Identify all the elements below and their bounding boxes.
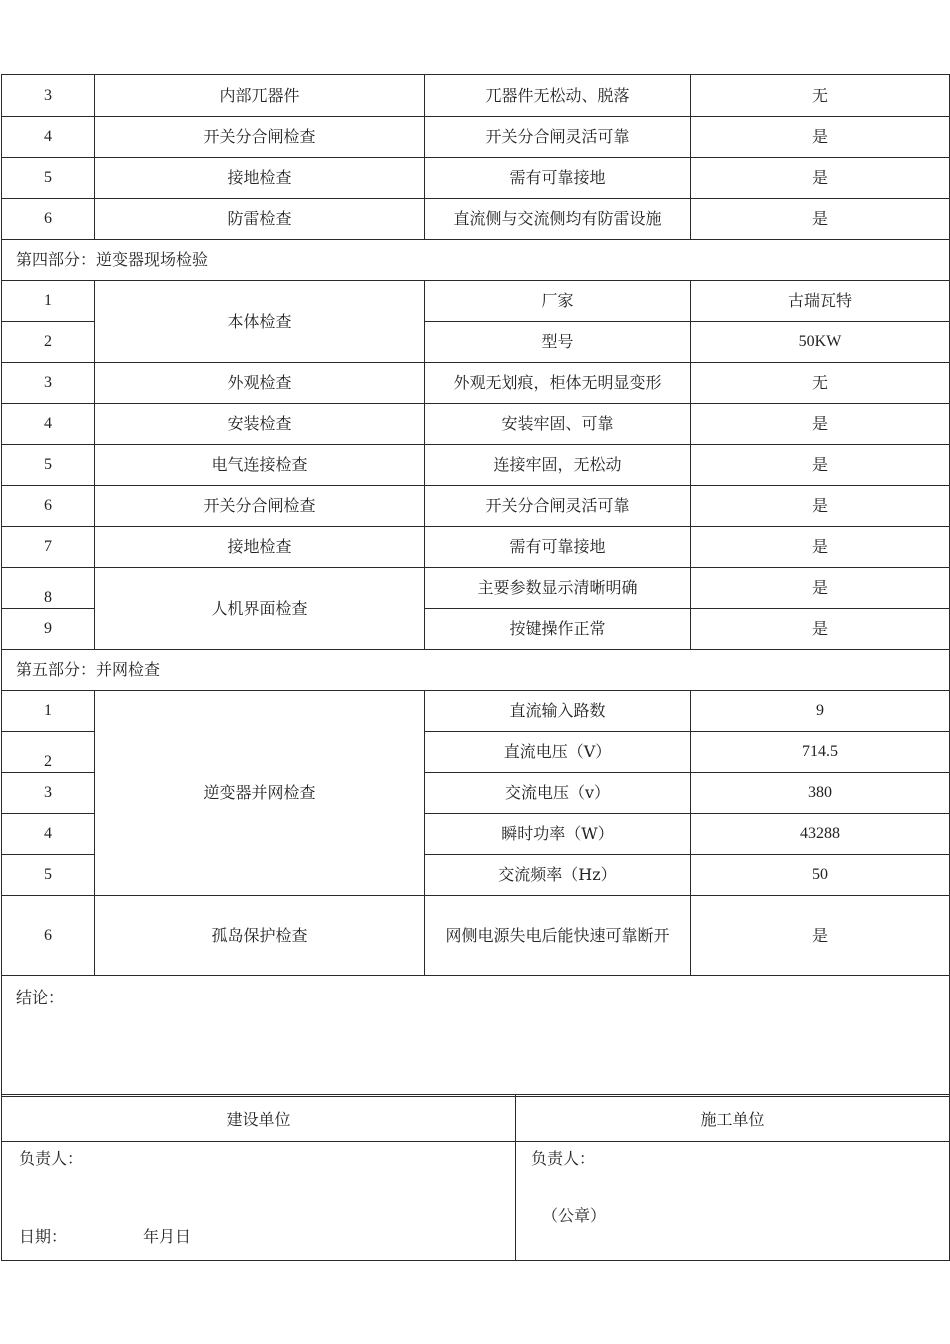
inspection-requirement: 按键操作正常 bbox=[425, 609, 691, 650]
inspection-result: 50 bbox=[691, 855, 950, 896]
inspection-item: 逆变器并网检查 bbox=[95, 691, 425, 896]
section-row bbox=[2, 650, 950, 691]
section-row bbox=[2, 240, 950, 281]
section-title-part5: 第五部分：并网检查 bbox=[2, 650, 950, 691]
inspection-requirement: 外观无划痕，柜体无明显变形 bbox=[425, 363, 691, 404]
inspection-result: 是 bbox=[691, 527, 950, 568]
inspection-requirement: 直流输入路数 bbox=[425, 691, 691, 732]
inspection-result: 714.5 bbox=[691, 732, 950, 773]
inspection-result: 古瑞瓦特 bbox=[691, 281, 950, 322]
conclusion-row bbox=[2, 976, 950, 1097]
row-number: 6 bbox=[2, 486, 95, 527]
signoff-header-row bbox=[2, 1095, 950, 1142]
section-title-part4: 第四部分：逆变器现场检验 bbox=[2, 240, 950, 281]
inspection-requirement: 交流电压（v） bbox=[425, 773, 691, 814]
inspection-table bbox=[1, 74, 950, 1097]
inspection-requirement: 安装牢固、可靠 bbox=[425, 404, 691, 445]
inspection-result: 无 bbox=[691, 363, 950, 404]
table-row bbox=[2, 75, 950, 117]
inspection-result: 是 bbox=[691, 896, 950, 976]
contractor-signoff-cell bbox=[516, 1142, 950, 1261]
contractor-person-label: 负责人： bbox=[531, 1149, 596, 1168]
inspection-requirement: 瞬时功率（W） bbox=[425, 814, 691, 855]
owner-date-value: 年月日 bbox=[143, 1227, 192, 1246]
signoff-table bbox=[1, 1094, 950, 1261]
inspection-requirement: 主要参数显示清晰明确 bbox=[425, 568, 691, 609]
inspection-result: 是 bbox=[691, 404, 950, 445]
row-number: 2 bbox=[2, 322, 95, 363]
owner-date-label: 日期： bbox=[19, 1227, 68, 1246]
inspection-item: 孤岛保护检查 bbox=[95, 896, 425, 976]
row-number: 8 bbox=[2, 568, 95, 609]
table-row bbox=[2, 568, 950, 609]
inspection-requirement: 交流频率（Hz） bbox=[425, 855, 691, 896]
inspection-result: 380 bbox=[691, 773, 950, 814]
inspection-result: 是 bbox=[691, 568, 950, 609]
inspection-requirement: 直流侧与交流侧均有防雷设施 bbox=[425, 199, 691, 240]
table-row bbox=[2, 486, 950, 527]
inspection-result: 是 bbox=[691, 445, 950, 486]
inspection-item: 本体检查 bbox=[95, 281, 425, 363]
table-row bbox=[2, 158, 950, 199]
inspection-requirement: 厂家 bbox=[425, 281, 691, 322]
row-number: 5 bbox=[2, 158, 95, 199]
inspection-requirement: 型号 bbox=[425, 322, 691, 363]
inspection-result: 是 bbox=[691, 117, 950, 158]
table-row bbox=[2, 691, 950, 732]
owner-signoff-cell bbox=[2, 1142, 516, 1261]
row-number: 1 bbox=[2, 281, 95, 322]
row-number: 5 bbox=[2, 855, 95, 896]
inspection-item: 接地检查 bbox=[95, 158, 425, 199]
inspection-requirement: 开关分合闸灵活可靠 bbox=[425, 117, 691, 158]
inspection-result: 是 bbox=[691, 199, 950, 240]
owner-unit-heading: 建设单位 bbox=[2, 1095, 516, 1142]
table-row bbox=[2, 896, 950, 976]
table-row bbox=[2, 117, 950, 158]
signoff-body-row bbox=[2, 1142, 950, 1261]
row-number: 7 bbox=[2, 527, 95, 568]
inspection-item: 开关分合闸检查 bbox=[95, 117, 425, 158]
row-number: 6 bbox=[2, 896, 95, 976]
inspection-result: 43288 bbox=[691, 814, 950, 855]
inspection-requirement: 直流电压（V） bbox=[425, 732, 691, 773]
inspection-item: 防雷检查 bbox=[95, 199, 425, 240]
table-row bbox=[2, 281, 950, 322]
inspection-item: 接地检查 bbox=[95, 527, 425, 568]
inspection-result: 是 bbox=[691, 158, 950, 199]
row-number: 2 bbox=[2, 732, 95, 773]
inspection-requirement: 需有可靠接地 bbox=[425, 527, 691, 568]
owner-person-label: 负责人： bbox=[19, 1149, 84, 1168]
table-row bbox=[2, 445, 950, 486]
table-row bbox=[2, 404, 950, 445]
inspection-item: 人机界面检查 bbox=[95, 568, 425, 650]
row-number: 5 bbox=[2, 445, 95, 486]
table-row bbox=[2, 527, 950, 568]
row-number: 1 bbox=[2, 691, 95, 732]
inspection-result: 50KW bbox=[691, 322, 950, 363]
contractor-seal-label: （公章） bbox=[542, 1206, 607, 1225]
inspection-result: 是 bbox=[691, 486, 950, 527]
inspection-requirement: 兀器件无松动、脱落 bbox=[425, 75, 691, 117]
inspection-requirement: 开关分合闸灵活可靠 bbox=[425, 486, 691, 527]
inspection-requirement: 连接牢固，无松动 bbox=[425, 445, 691, 486]
inspection-result: 无 bbox=[691, 75, 950, 117]
row-number: 3 bbox=[2, 363, 95, 404]
row-number: 4 bbox=[2, 404, 95, 445]
conclusion-label: 结论： bbox=[2, 976, 950, 1097]
row-number: 9 bbox=[2, 609, 95, 650]
row-number: 6 bbox=[2, 199, 95, 240]
row-number: 4 bbox=[2, 117, 95, 158]
inspection-item: 内部兀器件 bbox=[95, 75, 425, 117]
inspection-requirement: 网侧电源失电后能快速可靠断开 bbox=[425, 896, 691, 976]
inspection-item: 安装检查 bbox=[95, 404, 425, 445]
inspection-item: 电气连接检查 bbox=[95, 445, 425, 486]
table-row bbox=[2, 363, 950, 404]
table-row bbox=[2, 199, 950, 240]
inspection-item: 开关分合闸检查 bbox=[95, 486, 425, 527]
row-number: 4 bbox=[2, 814, 95, 855]
row-number: 3 bbox=[2, 75, 95, 117]
inspection-result: 是 bbox=[691, 609, 950, 650]
row-number: 3 bbox=[2, 773, 95, 814]
inspection-requirement: 需有可靠接地 bbox=[425, 158, 691, 199]
inspection-result: 9 bbox=[691, 691, 950, 732]
inspection-item: 外观检查 bbox=[95, 363, 425, 404]
contractor-unit-heading: 施工单位 bbox=[516, 1095, 950, 1142]
